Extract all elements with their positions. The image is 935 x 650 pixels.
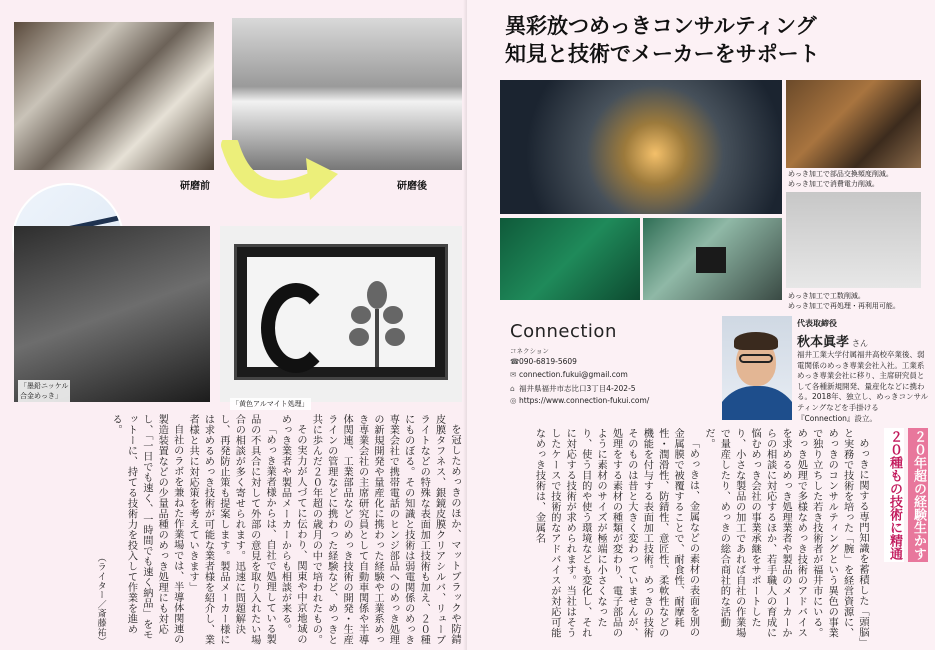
- caption-rusted-pipe: めっき加工で部品交換頻度削減。 めっき加工で消費電力削減。: [788, 170, 893, 188]
- photo-rusted-pipe: [786, 80, 921, 168]
- url-link[interactable]: https://www.connection-fukui.com/: [519, 396, 650, 405]
- left-body-text: [22, 414, 462, 646]
- caption-plated-parts: めっき加工で工数削減。 めっき加工で再処理・再利用可能。: [788, 292, 900, 310]
- representative-name: [797, 331, 868, 350]
- right-paragraph: めっきに関する専門知識を蓄積した「頭脳」と実務で技術を培った「腕」を経営資源に、めっきのコンサルティングという異色の事業で独り立ちした若き技術者が福井市にいる。めっき処理で多様なめっき技術のアドバイスを求めるめっき処理業者や製品のメーカーからの相談に対応するほか、若手職人の育成に悩むめっき会社の事業承継をサポートしたり、小さな製品の加工であれば自社の作業場で量産したり、めっきの総合商社的な活動だ。: [702, 428, 868, 644]
- company-info: [500, 313, 718, 416]
- company-ruby: コネクション: [510, 347, 549, 355]
- representative-suffix: さん: [852, 339, 869, 348]
- photo-plated-parts: [786, 192, 921, 288]
- representative-role: 代表取締役: [797, 319, 837, 328]
- caption-before-polishing: 研磨前: [180, 181, 210, 192]
- company-url[interactable]: [510, 396, 649, 405]
- company-address: [510, 383, 636, 394]
- arrow-icon: [220, 140, 340, 215]
- title-line-2: 知見と技術でメーカーをサポート: [505, 42, 820, 66]
- photo-before-polishing: [14, 22, 214, 170]
- photo-colored-alumite-sign: [220, 226, 462, 402]
- tree-icon: [347, 279, 407, 369]
- company-name: Connection: [510, 321, 617, 342]
- left-paragraph: 自社のラボを兼ねた作業場では、半導体関連の製造装置などの少量品種のめっき処理にも対応し、「一日でも速く、一時間でも速く納品」をモットーに、持てる技術力を投入して作業を進める。: [110, 414, 183, 645]
- photo-plating-equipment: [500, 80, 782, 214]
- writer-credit: （ライター／斎藤祐）: [95, 553, 106, 646]
- sub-headline-line-1: ２０年超の経験生かす: [908, 428, 928, 562]
- left-paragraph: 「めっき業者様からは、自社で処理している製品の不具合に対して外部の意見を取り入れたい場合の相談が多く寄せられます。迅速に問題解決し、再発防止策も提案します。製品メーカー様には求めるめっき技術が可能な業者様を紹介し、業者様と共に対応策を考えていきます」: [187, 414, 276, 645]
- company-phone: [510, 357, 577, 366]
- photo-circuit-board: [500, 218, 640, 300]
- phone-icon: ☎: [510, 357, 520, 366]
- representative-name-text: 秋本眞孝: [797, 335, 850, 350]
- representative-bio: 福井工業大学付属福井高校卒業後、弱電関係のめっき専業会社入社。工業系めっき専業会社に移り、主席研究員として各種新規開発、量産化などに携わる。2018年、独立し、めっきコンサルティングなどを手掛ける『Connection』設立。: [797, 350, 929, 423]
- ic-chip-icon: [696, 247, 726, 273]
- logo-g-mark: [261, 283, 331, 373]
- title-line-1: 異彩放つめっきコンサルティング: [505, 14, 817, 38]
- label-colored-alumite: 「黄色アルマイト処理」: [232, 400, 309, 408]
- photo-black-nickel-pipe: [14, 226, 210, 402]
- sub-headline-line-2: ２０種もの技術に精通: [884, 428, 904, 562]
- left-paragraph: その実力が人づてに伝わり、関東や中京地域のめっき業者や製品メーカーからも相談が来る。: [279, 414, 306, 645]
- article-title: [505, 12, 820, 68]
- caption-after-polishing: 研磨後: [397, 181, 427, 192]
- mail-icon: ✉: [510, 370, 517, 379]
- address-text: 福井県福井市志比口3丁目4-202-5: [519, 384, 636, 393]
- left-paragraph: を冠しためっきのほか、マットブラックや防錆皮膜タフネス、銀鏡皮膜クリアシルバ、リューブライトなどの特殊な表面加工技術も加え、２０種にものぼる。その知識と技術は弱電関係のめっき専業会社で携帯電話のヒンジ部品へのめっき処理の新規開発や量産化に携わった経験や工業系めっき専業会社の主席研究員として自動車関係や半導体関連、工業部品などのめっき技術の開発・生産ラインの管理などに携わった経験など、めっきと共に歩んだ２０年超の歳月の中で培われたもの。: [310, 414, 460, 645]
- right-paragraph: 「めっきは、金属などの素材の表面を別の金属膜で被覆することで、耐食性、耐摩耗性・潤滑性、防錆性、意匠性、柔軟性などの機能を付与する表面加工技術。めっきの技術そのものは昔と大きく変わっていませんが、処理をする素材の種類が変わり、電子部品のように素材のサイズが極端に小さくなったり、使う目的や使う環境なども変化し、それに対応する技術が求められます。当社はそうしたケースで技術的なアドバイスが対応可能なめっき技術は、金属名: [533, 428, 699, 638]
- representative-portrait: [722, 316, 792, 420]
- photo-chip-board: [643, 218, 782, 300]
- location-icon: ⌂: [510, 384, 515, 393]
- right-body-text: [474, 428, 870, 646]
- sub-headline: [880, 428, 928, 562]
- web-icon: ◎: [510, 396, 517, 405]
- email-address: connection.fukui@gmail.com: [519, 370, 628, 379]
- label-black-nickel: 「墨鉛ニッケル 合金めっき」: [20, 382, 69, 400]
- phone-number: 090-6819-5609: [519, 357, 577, 366]
- company-email: [510, 370, 628, 379]
- left-page: [0, 0, 467, 650]
